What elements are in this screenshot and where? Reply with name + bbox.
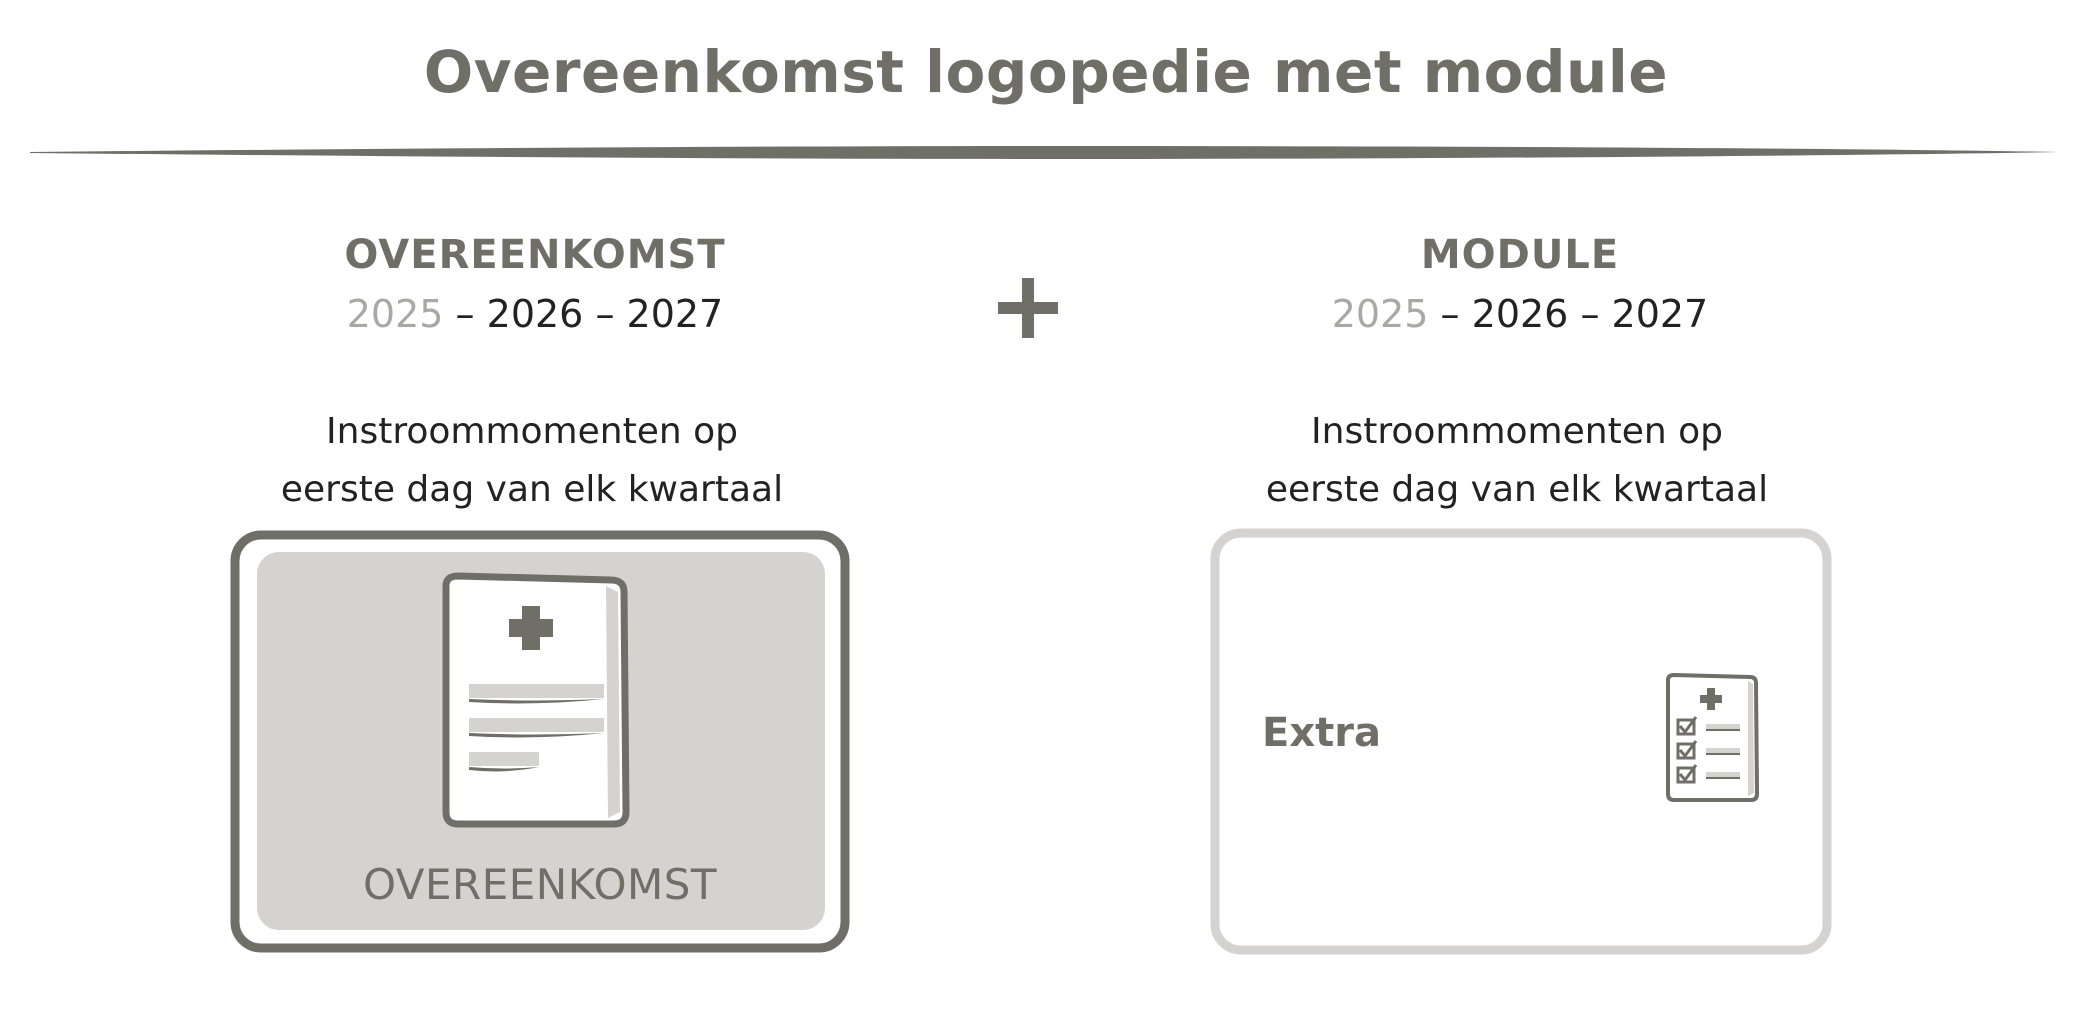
left-heading: OVEREENKOMST [344, 232, 726, 278]
right-years: 2025 – 2026 – 2027 [1331, 292, 1709, 336]
left-intake-text: Instroommomenten op eerste dag van elk kwartaal [280, 411, 784, 510]
plus-icon [998, 278, 1058, 338]
left-year-current: 2025 [346, 292, 444, 336]
right-heading: MODULE [1420, 232, 1620, 278]
overeenkomst-card [230, 530, 850, 953]
title-divider [30, 140, 2060, 170]
right-year-2026: 2026 [1471, 292, 1569, 336]
overeenkomst-card-label: OVEREENKOMST [362, 860, 718, 909]
right-intake-text: Instroommomenten op eerste dag van elk kwartaal [1265, 411, 1769, 510]
right-year-current: 2025 [1331, 292, 1429, 336]
module-card [1210, 528, 1832, 955]
right-year-2027: 2027 [1611, 292, 1709, 336]
left-year-2027: 2027 [626, 292, 724, 336]
checklist-icon [1662, 672, 1762, 804]
document-icon [436, 572, 636, 832]
page-title: Overeenkomst logopedie met module [423, 38, 1669, 106]
module-card-label: Extra [1262, 710, 1381, 756]
left-years: 2025 – 2026 – 2027 [346, 292, 724, 336]
left-year-2026: 2026 [486, 292, 584, 336]
